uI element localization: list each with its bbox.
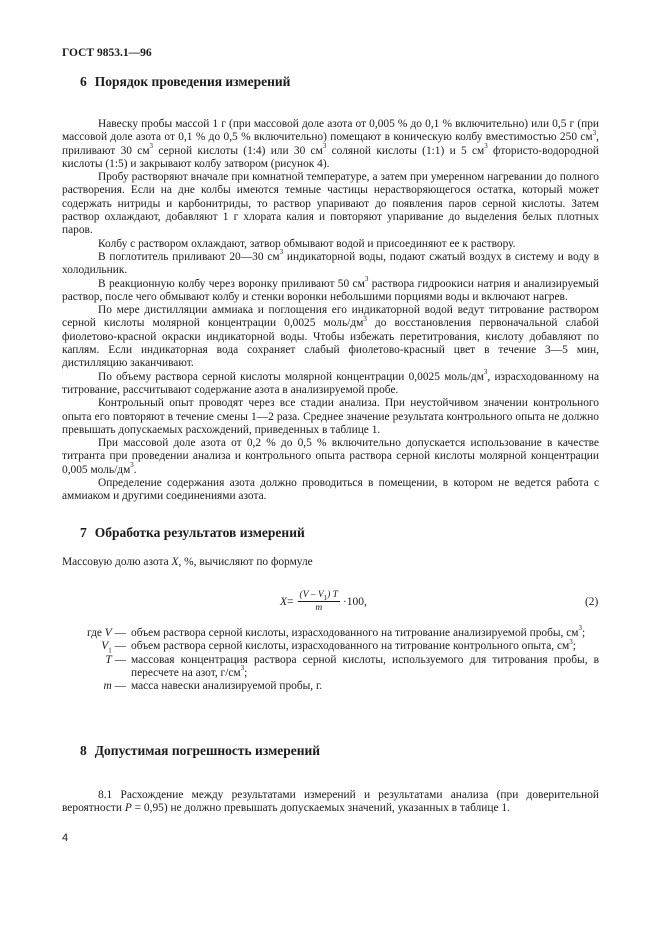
- definition-row: $V_1$ — объем раствора серной кислоты, израсходованного на титрование контрольного опыта, $см^3$;: [101, 637, 576, 655]
- section-6-heading: [80, 74, 290, 90]
- section-8-heading: [80, 743, 320, 759]
- section-7-heading: [80, 525, 305, 541]
- formula: X = $\frac{(V - V_1) T}{m}$ ·100,: [280, 590, 367, 613]
- paragraph: Колбу с раствором охлаждают, затвор обмывают водой и присоединяют ее к раствору.: [98, 237, 516, 250]
- paragraph: Контрольный опыт проводят через все стадии анализа. При неустойчивом значении контрольного опыта его повторяют в течение смены 1—2 раза. Среднее значение результата контрольного опыта не должно превышать допускаемых расхождений, приведенных в таблице 1.: [62, 397, 599, 436]
- definition-row: T — массовая концентрация раствора серной кислоты, используемого для титрования пробы, в пересчете на азот, $г/см^3$;: [105, 653, 599, 679]
- paragraph: По объему раствора серной кислоты молярной концентрации 0,0025 моль/$дм^3$, израсходованному на титрование, рассчитывают содержание азота в анализируемой пробе.: [62, 367, 600, 396]
- paragraph: Определение содержания азота должно проводиться в помещении, в котором не ведется работа с аммиаком и другими соединениями азота.: [62, 477, 599, 503]
- formula-lhs: X: [280, 595, 288, 608]
- paragraph: По мере дистилляции аммиака и поглощения его индикаторной водой ведут титрование раствором серной кислоты молярной концентрации 0,0025 моль/$дм^3$ до восстановления первоначальной слабой фиолетово-красной окраски индикаторной воды. Чтобы избежать перетитрования, кислоту добавляют по каплям. Если индикаторная вода сохраняет слабый фиолетово-красный цвет в течение 3—5 мин, дистилляцию заканчивают.: [62, 304, 599, 370]
- section-7-number: 7: [80, 525, 87, 540]
- document-header-standard-id: ГОСТ 9853.1—96: [62, 47, 152, 59]
- section-8-title: Допустимая погрешность измерений: [94, 743, 321, 758]
- formula-fraction: [298, 590, 340, 613]
- formula-denominator: m: [315, 603, 323, 613]
- paragraph: В реакционную колбу через воронку приливают 50 $см^3$ раствора гидроокиси натрия и анализируемый раствор, после чего обмывают колбу и стенки воронки небольшими порциями воды и включают нагрев.: [62, 274, 599, 303]
- paragraph: При массовой доле азота от 0,2 % до 0,5 % включительно допускается использование в качестве титранта при проведении анализа и контрольного опыта раствора серной кислоты молярной концентрации 0,005 моль/$дм^3$.: [62, 437, 599, 476]
- paragraph: Пробу растворяют вначале при комнатной температуре, а затем при умеренном нагревании до полного растворения. Если на дне колбы имеются темные частицы нерастворяющегося остатка, который может содержать нитриды и карбонитриды, то раствор упаривают до появления паров серной кислоты. Затем раствор охлаждают, добавляют 1 г хлората калия и повторяют упаривание до выделения белых плотных паров.: [62, 171, 599, 237]
- paragraph: 8.1 Расхождение между результатами измерений и результатами анализа (при доверительной вероятности P = 0,95) не должно превышать допускаемых значений, указанных в таблице 1.: [62, 789, 599, 815]
- definition-row: где V — объем раствора серной кислоты, израсходованного на титрование анализируемой пробы, $см^3$;: [86, 624, 586, 639]
- formula-numerator: $(V - V_1)$ T: [299, 590, 338, 602]
- paragraph: Навеску пробы массой 1 г (при массовой доле азота от 0,005 % до 0,1 % включительно) или 0,5 г (при массовой доле азота от 0,1 % до 0,5 % включительно) помещают в коническую колбу вместимостью 250 $см^3$, приливают 30 $см^3$ серной кислоты (1:4) или 30 $см^3$ соляной кислоты (1:1) и 5 $см^3$ фтористо-водородной кислоты (1:5) и закрывают колбу затвором (рисунок 4).: [62, 118, 599, 170]
- definition-row: m — масса навески анализируемой пробы, г.: [103, 680, 323, 693]
- paragraph: В поглотитель приливают 20—30 $см^3$ индикаторной воды, подают сжатый воздух в систему и воду в холодильник.: [62, 248, 599, 277]
- section-7-intro: Массовую долю азота X, %, вычисляют по формуле: [62, 556, 313, 568]
- section-8-number: 8: [80, 743, 87, 758]
- formula-tail: ·100,: [342, 595, 367, 608]
- section-6-body: [62, 118, 599, 504]
- section-6-title: Порядок проведения измерений: [94, 74, 291, 89]
- section-8-body: [62, 789, 599, 816]
- section-6-number: 6: [80, 74, 87, 89]
- equation-number: (2): [585, 596, 599, 608]
- variable-definitions: [62, 624, 599, 693]
- page-number: 4: [62, 832, 69, 844]
- section-7-title: Обработка результатов измерений: [94, 525, 305, 540]
